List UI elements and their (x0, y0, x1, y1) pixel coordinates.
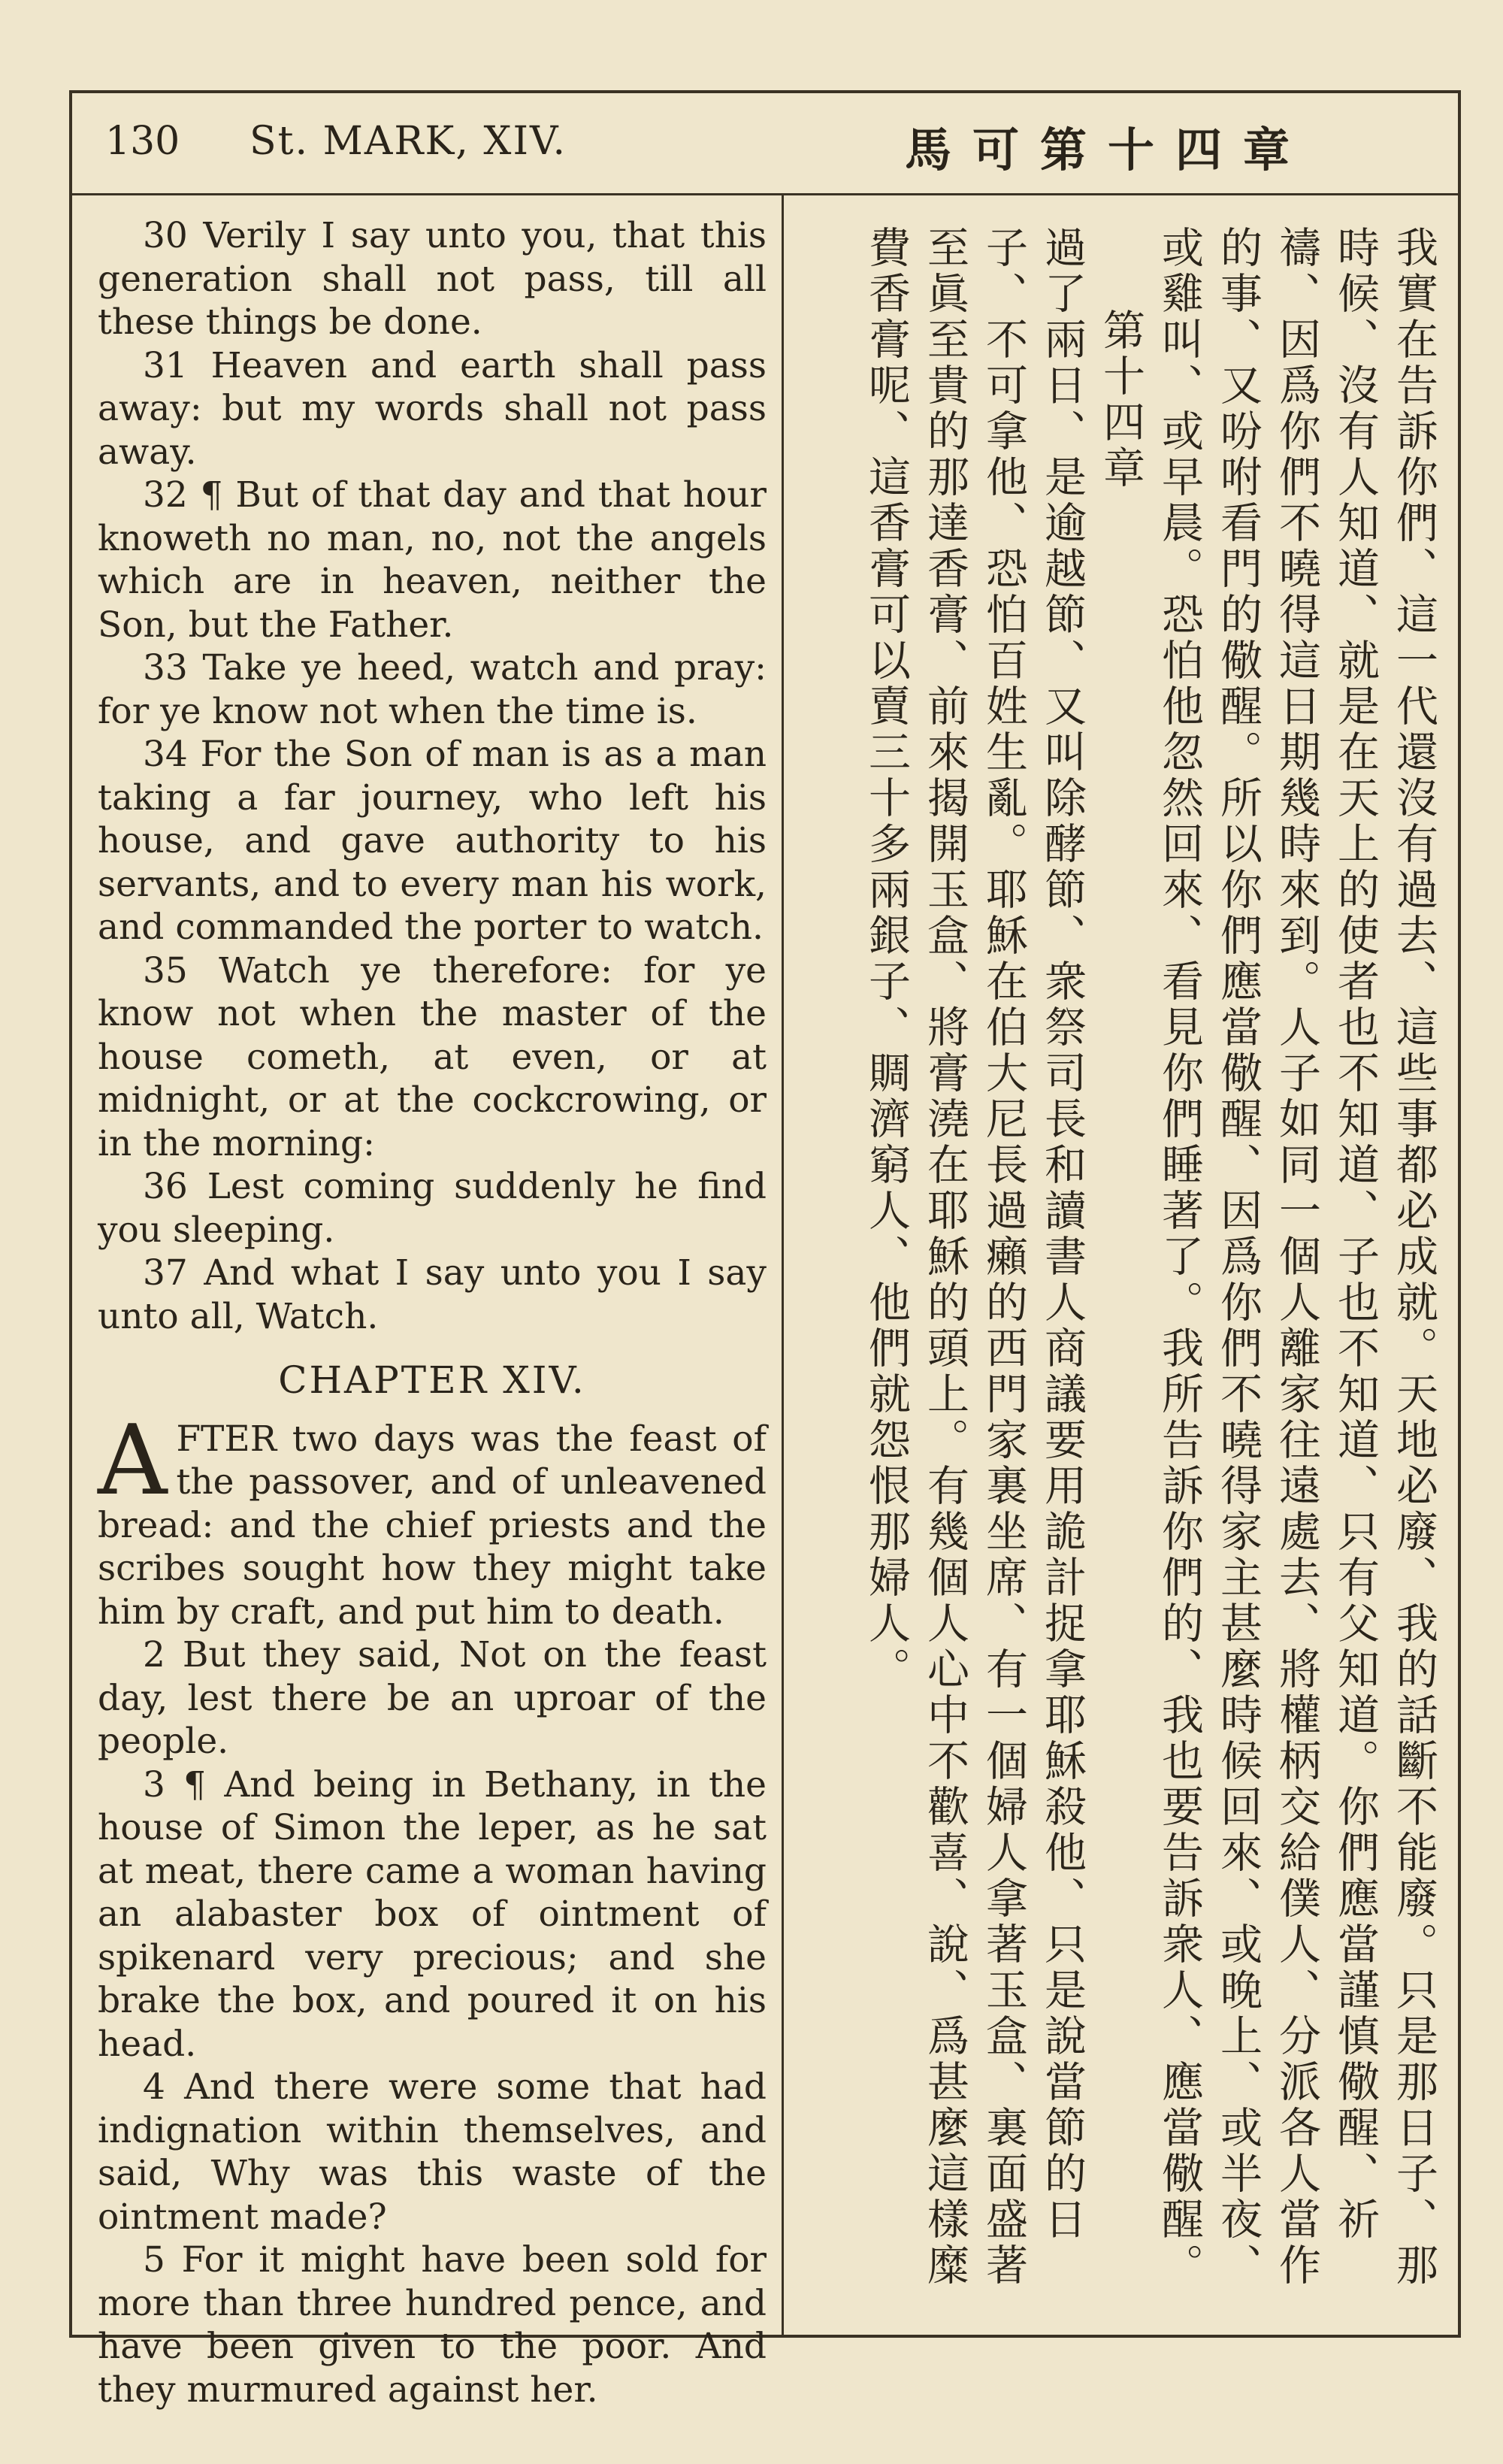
chinese-running-head: 馬可第十四章 (904, 123, 1311, 177)
verse-30: 30 Verily I say unto you, that this generation shall not pass, till all these things be done. (98, 215, 767, 343)
chinese-chapter-heading: 第十四章 (1096, 308, 1145, 492)
verse-2: 2 But they said, Not on the feast day, lest there be an uproar of the people. (98, 1634, 767, 1762)
column-divider (782, 195, 784, 2338)
page-number: 130 (105, 119, 180, 164)
verse-33: 33 Take ye heed, watch and pray: for ye know not when the time is. (98, 647, 767, 732)
verse-5: 5 For it might have been sold for more than three hundred pence, and have been given to the poor. And they murmured against her. (98, 2239, 767, 2411)
verse-37: 37 And what I say unto you I say unto all, Watch. (98, 1252, 767, 1337)
english-column (98, 214, 767, 2411)
verse-3: 3 ¶ And being in Bethany, in the house of Simon the leper, as he sat at meat, there came a woman having an alabaster box of ointment of spikenard very precious; and she brake the box, and poured it on his head. (98, 1763, 767, 2065)
verse-36: 36 Lest coming suddenly he find you sleeping. (98, 1166, 767, 1251)
chinese-block-2: 過了兩日、是逾越節、又叫除酵節、衆祭司長和讀書人商議要用詭計捉拿耶穌殺他、只是說當節的日子、不可拿他、恐怕百姓生亂。耶穌在伯大尼長過癩的西門家裏坐席、有一個婦人拿著玉盒、裏面盛著至眞至貴的那達香膏、前來揭開玉盒、將膏澆在耶穌的頭上。有幾個人心中不歡喜、說、爲甚麼這樣糜費香膏呢、這香膏可以賣三十多兩銀子、賙濟窮人、他們就怨恨那婦人。 (862, 226, 1087, 2289)
drop-cap: A (98, 1404, 168, 1517)
verse-31: 31 Heaven and earth shall pass away: but my words shall not pass away. (98, 344, 767, 473)
verse-35: 35 Watch ye therefore: for ye know not when the master of the house cometh, at even, or at midnight, or at the cockcrowing, or in the morning: (98, 949, 767, 1164)
chinese-block-1: 我實在告訴你們、這一代還沒有過去、這些事都必成就。天地必廢、我的話斷不能廢。只是那日子、那時候、沒有人知道、就是在天上的使者也不知道、子也不知道、只有父知道。你們應當謹慎儆醒、祈禱、因爲你們不曉得這日期幾時來到。人子如同一個人離家往遠處去、將權柄交給僕人、分派各人當作的事、又吩咐看門的儆醒。所以你們應當儆醒、因爲你們不曉得家主甚麼時候回來、或晚上、或半夜、或雞叫、或早晨。恐怕他忽然回來、看見你們睡著了。我所告訴你們的、我也要告訴衆人、應當儆醒。 (1155, 226, 1438, 2289)
chapter-heading: CHAPTER XIV. (278, 1358, 586, 1402)
verse-34: 34 For the Son of man is as a man taking a far journey, who left his house, and gave authority to his servants, and to every man his work, and commanded the porter to watch. (98, 734, 767, 948)
verse-4: 4 And there were some that had indignation within themselves, and said, Why was this waste of the ointment made? (98, 2066, 767, 2238)
verse-1 (98, 1404, 767, 1634)
verse-1-text: FTER two days was the feast of the passover, and of unleavened bread: and the chief priests and the scribes sought how they might take him by craft, and put him to death. (98, 1418, 767, 1633)
running-head: St. MARK, XIV. (249, 119, 567, 164)
chinese-column (804, 226, 1443, 2323)
header (69, 90, 1461, 195)
verse-32: 32 ¶ But of that day and that hour knoweth no man, no, not the angels which are in heaven, neither the Son, but the Father. (98, 474, 767, 646)
